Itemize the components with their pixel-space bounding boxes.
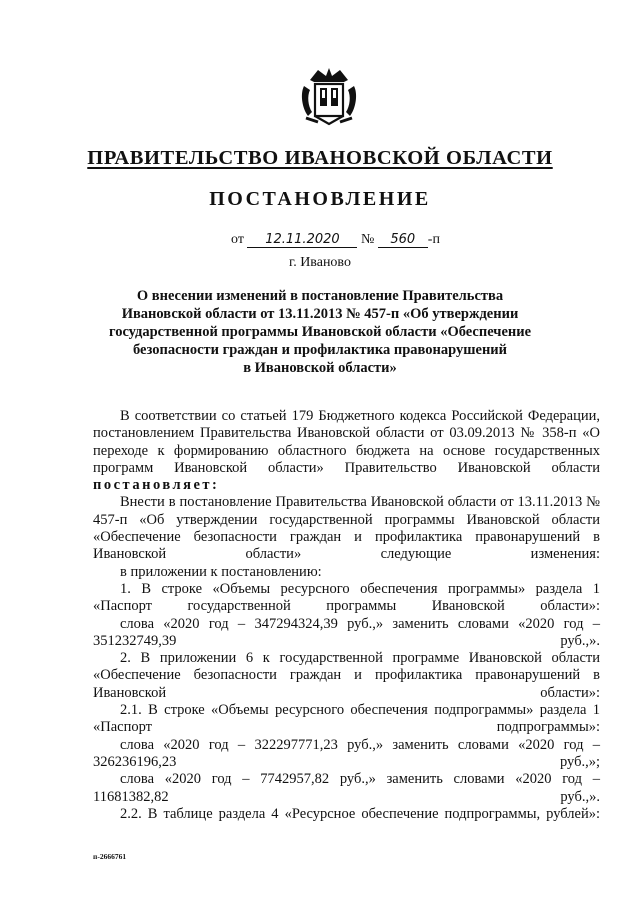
date-number-line: [231, 232, 440, 248]
subject-heading: [70, 287, 570, 377]
body-text: [93, 408, 600, 823]
paragraph: 1. В строке «Объемы ресурсного обеспечения программы» раздела 1 «Паспорт государственной программы Ивановской области»:: [93, 580, 600, 615]
paragraph: В соответствии со статьей 179 Бюджетного кодекса Российской Федерации, постановлением Правительства Ивановской области от 03.09.2013 № 358-п «О переходе к формированию областного бюджета на основе государственных программ Ивановской области» Правительство Ивановской области постановляет:: [93, 408, 600, 494]
paragraph: слова «2020 год – 322297771,23 руб.,» заменить словами «2020 год – 326236196,23 руб.,»;: [93, 736, 600, 770]
decree-keyword: постановляет:: [93, 477, 220, 494]
paragraph: 2.1. В строке «Объемы ресурсного обеспечения подпрограммы» раздела 1 «Паспорт подпрограммы»:: [93, 702, 600, 736]
paragraph: Внести в постановление Правительства Ивановской области от 13.11.2013 № 457-п «Об утверждении государственной программы Ивановской области «Обеспечение безопасности граждан и профилактика правонарушений в Ивановской области» следующие изменения:: [93, 494, 600, 563]
paragraph: слова «2020 год – 347294324,39 руб.,» заменить словами «2020 год –351232749,39 руб.,».: [93, 615, 600, 649]
paragraph: слова «2020 год – 7742957,82 руб.,» заменить словами «2020 год – 11681382,82 руб.,».: [93, 771, 600, 805]
date-prefix: от: [231, 232, 244, 247]
date-value: 12.11.2020: [247, 233, 357, 248]
number-value: 560: [378, 233, 428, 248]
subject-line: государственной программы Ивановской области «Обеспечение: [108, 324, 532, 340]
subject-line: в Ивановской области»: [243, 360, 397, 376]
document-type: ПОСТАНОВЛЕНИЕ: [209, 188, 431, 210]
subject-line: Ивановской области от 13.11.2013 № 457-п «Об утверждении: [121, 306, 519, 322]
city: г. Иваново: [289, 255, 351, 270]
document-code: п-2666761: [93, 852, 127, 861]
subject-line: безопасности граждан и профилактика правонарушений: [132, 342, 508, 358]
paragraph: 2.2. В таблице раздела 4 «Ресурсное обеспечение подпрограммы, рублей»:: [120, 805, 600, 822]
government-title: ПРАВИТЕЛЬСТВО ИВАНОВСКОЙ ОБЛАСТИ: [87, 147, 553, 169]
number-sign: №: [360, 232, 375, 247]
paragraph: 2. В приложении 6 к государственной программе Ивановской области «Обеспечение безопасности граждан и профилактика правонарушений в Ивановской области»:: [93, 650, 600, 701]
coat-of-arms-emblem: [298, 64, 360, 126]
paragraph: в приложении к постановлению:: [120, 563, 322, 580]
subject-line: О внесении изменений в постановление Правительства: [136, 288, 504, 304]
number-suffix: -п: [427, 232, 440, 247]
